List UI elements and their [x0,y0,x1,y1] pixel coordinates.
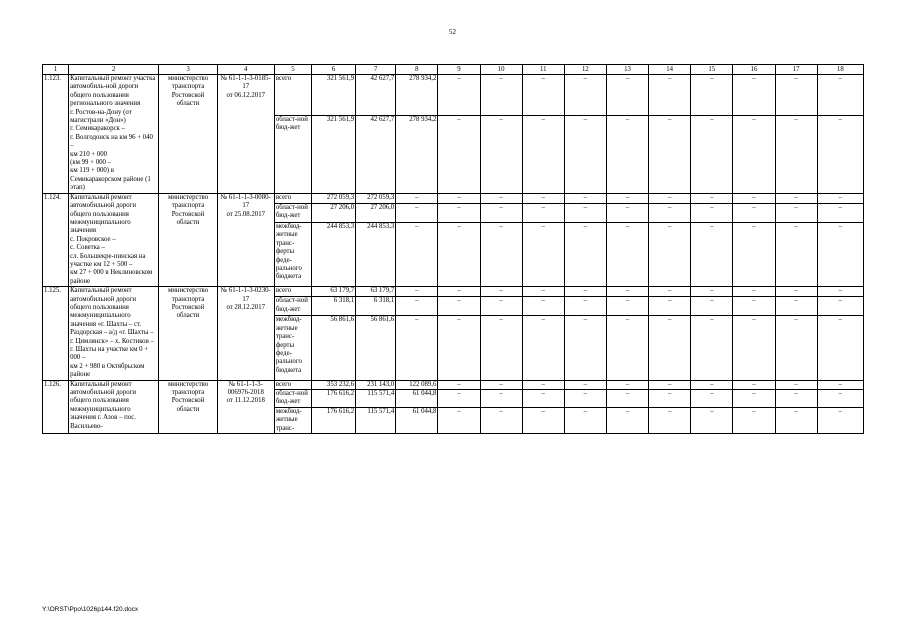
expertise-doc: № 61-1-1-3-0080-17 от 25.08.2017 [217,193,274,286]
value-col-8: 278 934,2 [396,75,438,116]
value-col-12: – [564,222,606,286]
header-row [43,65,864,75]
value-col-17: – [775,407,817,433]
customer: министерство транспорта Ростовской области [159,380,217,433]
value-col-18: – [817,203,863,222]
value-col-18: – [817,380,863,389]
header-cell: 9 [438,65,480,75]
funding-source: межбюд-жетные транс-ферты феде-рального бюджета [274,222,311,286]
value-col-11: – [522,316,564,380]
value-col-7: 231 143,0 [356,380,396,389]
value-col-6: 353 232,6 [311,380,355,389]
value-col-16: – [733,287,775,297]
value-col-12: – [564,390,606,408]
value-col-6: 272 059,3 [311,193,355,203]
header-cell: 1 [43,65,69,75]
value-col-11: – [522,407,564,433]
value-col-6: 321 561,9 [311,116,355,194]
value-col-15: – [691,297,733,316]
value-col-13: – [606,316,648,380]
value-col-7: 42 627,7 [356,116,396,194]
value-col-18: – [817,297,863,316]
value-col-9: – [438,390,480,408]
value-col-12: – [564,316,606,380]
value-col-11: – [522,203,564,222]
value-col-18: – [817,116,863,194]
value-col-15: – [691,116,733,194]
row-number: 1.126. [43,380,69,433]
value-col-14: – [649,75,691,116]
value-col-13: – [606,380,648,389]
value-col-7: 272 059,3 [356,193,396,203]
funding-source: всего [274,75,311,116]
value-col-17: – [775,203,817,222]
funding-source: област-ной бюд-жет [274,203,311,222]
value-col-10: – [480,380,522,389]
object-name: Капитальный ремонт автомобильной дороги общего пользования межмуниципального значения с. Покровское – с. Советка – сл. Большекре-пинская на участке км 12 + 500 – км 27 + 000 в Неклиновском районе [69,193,159,286]
value-col-11: – [522,390,564,408]
value-col-14: – [649,297,691,316]
expertise-doc: № 61-1-1-3-0230-17 от 28.12.2017 [217,287,274,380]
value-col-17: – [775,380,817,389]
value-col-18: – [817,75,863,116]
value-col-8: – [396,316,438,380]
header-cell: 11 [522,65,564,75]
header-cell: 15 [691,65,733,75]
value-col-10: – [480,222,522,286]
value-col-10: – [480,297,522,316]
header-cell: 18 [817,65,863,75]
row-number: 1.123. [43,75,69,194]
value-col-16: – [733,222,775,286]
value-col-14: – [649,193,691,203]
value-col-9: – [438,287,480,297]
value-col-13: – [606,287,648,297]
value-col-9: – [438,116,480,194]
value-col-7: 115 571,4 [356,390,396,408]
value-col-17: – [775,390,817,408]
value-col-15: – [691,316,733,380]
header-cell: 4 [217,65,274,75]
funding-source: межбюд-жетные транс- [274,407,311,433]
header-cell: 6 [311,65,355,75]
value-col-10: – [480,75,522,116]
value-col-12: – [564,407,606,433]
value-col-13: – [606,193,648,203]
value-col-10: – [480,193,522,203]
value-col-15: – [691,407,733,433]
value-col-7: 244 853,3 [356,222,396,286]
value-col-7: 42 627,7 [356,75,396,116]
value-col-10: – [480,390,522,408]
value-col-10: – [480,287,522,297]
value-col-10: – [480,116,522,194]
value-col-12: – [564,380,606,389]
customer: министерство транспорта Ростовской области [159,75,217,194]
value-col-7: 27 206,0 [356,203,396,222]
value-col-10: – [480,203,522,222]
value-col-12: – [564,297,606,316]
value-col-9: – [438,203,480,222]
table-row [43,75,864,116]
header-cell: 7 [356,65,396,75]
value-col-18: – [817,390,863,408]
value-col-8: 61 044,8 [396,407,438,433]
value-col-6: 321 561,9 [311,75,355,116]
value-col-11: – [522,75,564,116]
value-col-16: – [733,316,775,380]
value-col-6: 6 318,1 [311,297,355,316]
value-col-13: – [606,75,648,116]
value-col-15: – [691,222,733,286]
table-row [43,193,864,203]
customer: министерство транспорта Ростовской области [159,193,217,286]
header-cell: 13 [606,65,648,75]
row-number: 1.125. [43,287,69,380]
funding-source: област-ной бюд-жет [274,297,311,316]
header-cell: 16 [733,65,775,75]
value-col-8: 122 089,6 [396,380,438,389]
value-col-14: – [649,380,691,389]
investment-table [42,64,864,434]
value-col-8: – [396,203,438,222]
value-col-16: – [733,407,775,433]
value-col-17: – [775,222,817,286]
value-col-8: – [396,193,438,203]
value-col-13: – [606,116,648,194]
funding-source: всего [274,193,311,203]
value-col-17: – [775,75,817,116]
value-col-14: – [649,390,691,408]
expertise-doc: № 61-1-1-3-0185-17 от 06.12.2017 [217,75,274,194]
value-col-7: 63 179,7 [356,287,396,297]
value-col-18: – [817,222,863,286]
value-col-6: 176 616,2 [311,407,355,433]
funding-source: всего [274,380,311,389]
page-number: 52 [449,28,456,36]
value-col-16: – [733,390,775,408]
value-col-15: – [691,203,733,222]
header-cell: 8 [396,65,438,75]
value-col-15: – [691,380,733,389]
value-col-9: – [438,407,480,433]
funding-source: област-ной бюд-жет [274,116,311,194]
value-col-14: – [649,407,691,433]
value-col-11: – [522,193,564,203]
value-col-9: – [438,193,480,203]
value-col-18: – [817,287,863,297]
value-col-11: – [522,116,564,194]
value-col-8: – [396,297,438,316]
value-col-14: – [649,116,691,194]
customer: министерство транспорта Ростовской области [159,287,217,380]
value-col-17: – [775,316,817,380]
value-col-12: – [564,193,606,203]
value-col-18: – [817,407,863,433]
value-col-18: – [817,316,863,380]
table-row [43,380,864,389]
value-col-13: – [606,390,648,408]
value-col-15: – [691,390,733,408]
value-col-8: 61 044,8 [396,390,438,408]
value-col-7: 6 318,1 [356,297,396,316]
value-col-6: 176 616,2 [311,390,355,408]
value-col-8: – [396,287,438,297]
object-name: Капитальный ремонт автомобильной дороги общего пользования межмуниципального значения г. Азов – пос. Васильево- [69,380,159,433]
value-col-11: – [522,222,564,286]
value-col-16: – [733,75,775,116]
header-cell: 12 [564,65,606,75]
value-col-8: – [396,222,438,286]
value-col-10: – [480,316,522,380]
value-col-6: 56 861,6 [311,316,355,380]
value-col-11: – [522,380,564,389]
value-col-11: – [522,287,564,297]
value-col-12: – [564,287,606,297]
value-col-8: 278 934,2 [396,116,438,194]
value-col-13: – [606,222,648,286]
value-col-13: – [606,297,648,316]
header-cell: 17 [775,65,817,75]
value-col-17: – [775,193,817,203]
value-col-9: – [438,75,480,116]
file-path-footer: Y:\ORST\Ppo\1026p144.f20.docx [42,606,139,613]
header-cell: 14 [649,65,691,75]
header-cell: 5 [274,65,311,75]
funding-source: межбюд-жетные транс-ферты феде-рального бюджета [274,316,311,380]
value-col-14: – [649,203,691,222]
header-cell: 2 [69,65,159,75]
header-cell: 10 [480,65,522,75]
value-col-9: – [438,316,480,380]
expertise-doc: № 61-1-1-3-006976-2018 от 11.12.2018 [217,380,274,433]
value-col-17: – [775,297,817,316]
value-col-14: – [649,287,691,297]
value-col-10: – [480,407,522,433]
value-col-6: 244 853,3 [311,222,355,286]
object-name: Капитальный ремонт участка автомобиль-ной дороги общего пользования регионального значения г. Ростов-на-Дону (от магистрали «Дон») г. Семикаракорск – г. Волгодонск на км 96 + 040 – км 210 + 000 (км 99 + 000 – км 119 + 000) в Семикаракорском районе (1 этап) [69,75,159,194]
row-number: 1.124. [43,193,69,286]
value-col-13: – [606,203,648,222]
value-col-16: – [733,193,775,203]
value-col-16: – [733,380,775,389]
value-col-6: 63 179,7 [311,287,355,297]
value-col-14: – [649,222,691,286]
value-col-9: – [438,222,480,286]
value-col-11: – [522,297,564,316]
value-col-14: – [649,316,691,380]
value-col-9: – [438,297,480,316]
value-col-17: – [775,116,817,194]
value-col-16: – [733,116,775,194]
table-row [43,287,864,297]
value-col-6: 27 206,0 [311,203,355,222]
value-col-12: – [564,75,606,116]
funding-source: област-ной бюд-жет [274,390,311,408]
value-col-12: – [564,203,606,222]
header-cell: 3 [159,65,217,75]
value-col-16: – [733,297,775,316]
value-col-15: – [691,193,733,203]
value-col-15: – [691,75,733,116]
value-col-16: – [733,203,775,222]
value-col-9: – [438,380,480,389]
value-col-7: 56 861,6 [356,316,396,380]
value-col-18: – [817,193,863,203]
value-col-7: 115 571,4 [356,407,396,433]
value-col-15: – [691,287,733,297]
funding-source: всего [274,287,311,297]
value-col-12: – [564,116,606,194]
object-name: Капитальный ремонт автомобильной дороги общего пользования межмуниципального значения «г. Шахты – ст. Раздорская – а/д «г. Шахты – г. Цимлянск» – х. Костиков – г. Шахты на участке км 0 + 000 – км 2 + 980 в Октябрьском районе [69,287,159,380]
value-col-17: – [775,287,817,297]
value-col-13: – [606,407,648,433]
